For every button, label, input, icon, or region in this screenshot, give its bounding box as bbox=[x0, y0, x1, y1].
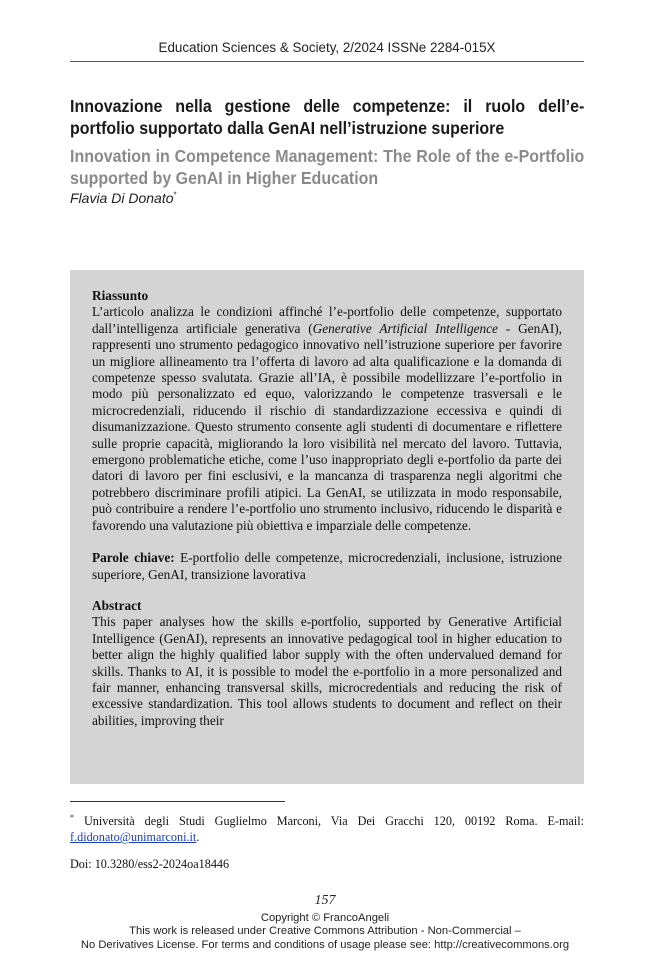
license-line-3: No Derivatives License. For terms and conditions of usage please see: http://creativecommons.org bbox=[80, 938, 570, 951]
spacer bbox=[92, 583, 562, 598]
riassunto-text-part1: L’articolo analizza le condizioni affinché l’e-portfolio delle competenze, supportato dall’intelligenza artificiale generativa ( bbox=[92, 304, 562, 336]
footnote-end: . bbox=[196, 830, 200, 845]
keywords-label: Parole chiave: bbox=[92, 550, 175, 566]
title-italian: Innovazione nella gestione delle competenze: il ruolo dell’e-portfolio supportato dalla GenAI nell’istruzione superiore bbox=[70, 96, 585, 138]
riassunto-italic-term: Generative Artificial Intelligence bbox=[312, 320, 498, 336]
abstract-box-content bbox=[92, 288, 562, 729]
author-name-text: Flavia Di Donato bbox=[70, 190, 174, 206]
author-name bbox=[70, 190, 177, 206]
footnote bbox=[70, 810, 584, 845]
riassunto-heading: Riassunto bbox=[92, 288, 149, 303]
riassunto-text bbox=[92, 304, 562, 534]
license-line-1: Copyright © FrancoAngeli bbox=[260, 912, 390, 924]
riassunto-text-part2: - GenAI), rappresenti uno strumento pedagogico innovativo nell’istruzione superiore per favorire un migliore allineamento tra l’offerta di lavoro ad alta qualificazione e la domanda di competenze spesso svalutata. Grazie all’IA, è possibile modellizzare l’e-portfolio in modo più personalizzato ed equo, valorizzando le competenze trasversali e le microcredenziali, riducendo il rischio di standardizzazione eccessiva e quindi di disumanizzazione. Questo strumento consente agli studenti di documentare e riflettere sulle proprie capacità, migliorando la loro visibilità nel mercato del lavoro. Tuttavia, emergono problematiche etiche, come l’uso inappropriato degli e-portfolio da parte dei datori di lavoro per fini esclusivi, e la mancanza di trasparenza negli algoritmi che potrebbero discriminare profili atipici. La GenAI, se utilizzata in modo responsabile, può contribuire a rendere l’e-portfolio uno strumento inclusivo, riducendo le disparità e favorendo una valutazione più obiettiva e imparziale delle competenze. bbox=[92, 320, 563, 533]
doi: Doi: 10.3280/ess2-2024oa18446 bbox=[70, 857, 230, 871]
keywords bbox=[92, 550, 562, 583]
footnote-text: Università degli Studi Guglielmo Marconi, Via Dei Gracchi 120, 00192 Roma. E-mail: bbox=[74, 814, 584, 829]
title-english: Innovation in Competence Management: The Role of the e-Portfolio supported by GenAI in Higher Education bbox=[70, 146, 585, 188]
abstract-box bbox=[70, 270, 584, 784]
journal-header: Education Sciences & Society, 2/2024 ISSNe 2284-015X bbox=[158, 40, 496, 55]
footnote-divider bbox=[70, 801, 285, 802]
author-footnote-mark[interactable]: * bbox=[173, 190, 177, 200]
footnote-mark: * bbox=[70, 813, 74, 822]
page-number: 157 bbox=[314, 893, 336, 908]
abstract-heading: Abstract bbox=[92, 597, 142, 613]
keywords-text: E-portfolio delle competenze, microcredenziali, inclusione, istruzione superiore, GenAI, transizione lavorativa bbox=[92, 550, 562, 582]
license-line-2: This work is released under Creative Commons Attribution - Non-Commercial – bbox=[129, 925, 521, 938]
email-link[interactable]: f.didonato@unimarconi.it bbox=[70, 830, 197, 845]
abstract-text: This paper analyses how the skills e-portfolio, supported by Generative Artificial Intelligence (GenAI), represents an innovative pedagogical tool in higher education to better align the highly qualified labor supply with the often undervalued demand for skills. Thanks to AI, it is possible to model the e-portfolio in a more personalized and fair manner, enhancing transversal skills, microcredentials and reducing the risk of excessive standardization. This tool allows students to document and reflect on their abilities, improving their bbox=[92, 614, 562, 728]
license-notice bbox=[0, 912, 650, 952]
header-divider bbox=[70, 61, 584, 62]
spacer bbox=[92, 534, 562, 550]
